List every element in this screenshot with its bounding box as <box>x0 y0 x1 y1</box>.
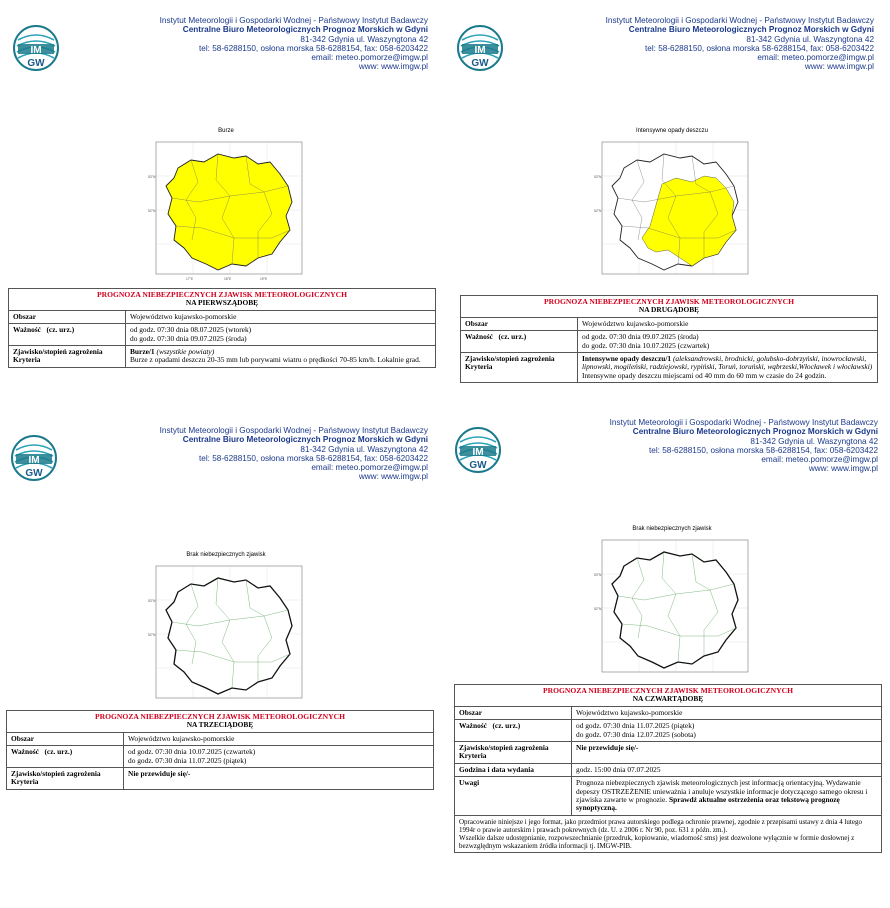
area-label: Obszar <box>461 317 578 330</box>
imgw-logo-icon <box>10 432 58 488</box>
area-value: Województwo kujawsko-pomorskie <box>126 310 436 323</box>
warning-map <box>592 526 752 686</box>
svg-text:IM: IM <box>472 447 484 458</box>
validity-value: od godz. 07:30 dnia 10.07.2025 (czwartek) do godz. 07:30 dnia 11.07.2025 (piątek) <box>124 746 434 768</box>
forecast-title: PROGNOZA NIEBEZPIECZNYCH ZJAWISK METEOROLOGICZNYCH <box>97 290 347 299</box>
phenomenon-label: Zjawisko/stopień zagrożenia Kryteria <box>9 346 126 368</box>
phone: tel: 58-6288150, osłona morska 58-6288154, fax: 058-6203422 <box>649 445 878 455</box>
institute-header <box>6 420 436 500</box>
forecast-panel-day2 <box>452 10 882 395</box>
email-link[interactable]: email: meteo.pomorze@imgw.pl <box>757 53 874 63</box>
forecast-table <box>8 288 436 368</box>
institute-header <box>450 412 886 492</box>
map-title: Burze <box>218 128 234 134</box>
phone: tel: 58-6288150, osłona morska 58-6288154, fax: 058-6203422 <box>645 43 874 53</box>
region-map <box>592 140 752 286</box>
validity-value: od godz. 07:30 dnia 11.07.2025 (piątek) do godz. 07:30 dnia 12.07.2025 (sobota) <box>572 720 882 742</box>
address: 81-342 Gdynia ul. Waszyngtona 42 <box>750 436 878 446</box>
phenomenon-value: Nie przewiduje się/- <box>572 742 882 764</box>
email-link[interactable]: email: meteo.pomorze@imgw.pl <box>311 53 428 63</box>
forecast-title: PROGNOZA NIEBEZPIECZNYCH ZJAWISK METEOROLOGICZNYCH <box>543 686 793 695</box>
region-map <box>146 564 306 710</box>
www-link[interactable]: www: www.imgw.pl <box>358 472 428 482</box>
validity-label: Ważność (cz. urz.) <box>7 746 124 768</box>
email-link[interactable]: email: meteo.pomorze@imgw.pl <box>761 455 878 465</box>
phenomenon-label: Zjawisko/stopień zagrożenia Kryteria <box>455 742 572 764</box>
address: 81-342 Gdynia ul. Waszyngtona 42 <box>300 34 428 44</box>
region-map <box>592 538 752 684</box>
table-header <box>455 685 882 707</box>
table-header <box>7 711 434 733</box>
area-value: Województwo kujawsko-pomorskie <box>578 317 878 330</box>
forecast-title: PROGNOZA NIEBEZPIECZNYCH ZJAWISK METEOROLOGICZNYCH <box>544 297 794 306</box>
phenomenon-value: Burze/1 (wszystkie powiaty) Burze z opadami deszczu 20-35 mm lub porywami wiatru o prędkości 70-85 km/h. Lokalnie grad. <box>126 346 436 368</box>
svg-text:18°E: 18°E <box>224 277 232 281</box>
institute-header <box>452 10 882 90</box>
forecast-table <box>454 684 882 853</box>
svg-text:17°E: 17°E <box>186 277 194 281</box>
svg-text:IM: IM <box>28 455 40 466</box>
area-label: Obszar <box>455 706 572 719</box>
map-title: Brak niebezpiecznych zjawisk <box>632 526 712 532</box>
bureau-name: Centralne Biuro Meteorologicznych Prognoz Morskich w Gdyni <box>632 427 878 437</box>
validity-value: od godz. 07:30 dnia 09.07.2025 (środa) do godz. 07:30 dnia 10.07.2025 (czwartek) <box>578 331 878 353</box>
phenomenon-label: Zjawisko/stopień zagrożenia Kryteria <box>461 353 578 383</box>
svg-text:53°N: 53°N <box>594 573 602 577</box>
notes-label: Uwagi <box>455 777 572 816</box>
www-link[interactable]: www: www.imgw.pl <box>808 464 878 474</box>
forecast-title: PROGNOZA NIEBEZPIECZNYCH ZJAWISK METEOROLOGICZNYCH <box>95 712 345 721</box>
svg-text:53°N: 53°N <box>594 175 602 179</box>
area-value: Województwo kujawsko-pomorskie <box>124 732 434 745</box>
www-link[interactable]: www: www.imgw.pl <box>804 62 874 72</box>
forecast-panel-day3 <box>6 412 436 812</box>
svg-text:GW: GW <box>27 58 45 69</box>
address: 81-342 Gdynia ul. Waszyngtona 42 <box>746 34 874 44</box>
phenomenon-label: Zjawisko/stopień zagrożenia Kryteria <box>7 768 124 790</box>
email-link[interactable]: email: meteo.pomorze@imgw.pl <box>311 463 428 473</box>
svg-text:52°N: 52°N <box>148 209 156 213</box>
region-map <box>146 140 306 286</box>
table-header <box>9 289 436 311</box>
area-label: Obszar <box>7 732 124 745</box>
imgw-logo-icon <box>456 22 504 78</box>
svg-text:52°N: 52°N <box>594 209 602 213</box>
day-subtitle: NA DRUGĄDOBĘ <box>638 305 700 315</box>
forecast-table <box>6 710 434 790</box>
imgw-logo-icon <box>454 424 502 480</box>
copyright-note: Opracowanie niniejsze i jego format, jako przedmiot prawa autorskiego podlega ochronie prawnej, zgodnie z przepisami ustawy z dnia 4 lutego 1994r o prawie autorskim i prawach pokrewnych (dz. U. z 2006 r. Nr 90, poz. 631 z późn. zm.). Wszelkie dalsze udostępnianie, rozpowszechnianie (przedruk, kopiowanie, wiadomość sms) jest dozwolone wyłącznie w formie dosłownej z bezwzględnym wskazaniem źródła informacji tj. IMGW-PIB. <box>455 815 882 852</box>
svg-text:53°N: 53°N <box>148 175 156 179</box>
institute-name: Instytut Meteorologii i Gospodarki Wodnej - Państwowy Instytut Badawczy <box>609 418 878 427</box>
svg-text:52°N: 52°N <box>148 633 156 637</box>
institute-name: Instytut Meteorologii i Gospodarki Wodnej - Państwowy Instytut Badawczy <box>159 426 428 435</box>
warning-map <box>146 552 306 712</box>
svg-text:IM: IM <box>474 45 486 56</box>
forecast-table <box>460 295 878 383</box>
imgw-logo-icon <box>12 22 60 78</box>
issue-label: Godzina i data wydania <box>455 763 572 776</box>
svg-text:19°E: 19°E <box>260 277 268 281</box>
warning-map <box>592 128 752 288</box>
svg-text:52°N: 52°N <box>594 607 602 611</box>
institute-name: Instytut Meteorologii i Gospodarki Wodnej - Państwowy Instytut Badawczy <box>159 16 428 25</box>
institute-name: Instytut Meteorologii i Gospodarki Wodnej - Państwowy Instytut Badawczy <box>605 16 874 25</box>
phone: tel: 58-6288150, osłona morska 58-6288154, fax: 058-6203422 <box>199 43 428 53</box>
svg-text:53°N: 53°N <box>148 599 156 603</box>
table-header <box>461 296 878 318</box>
phenomenon-value: Intensywne opady deszczu/1 (aleksandrowski, brodnicki, golubsko-dobrzyński, inowrocławski, lipnowski, mogileński, radziejowski, rypiński, Toruń, toruński, wąbrzeski,Włocławek i włocławski) Intensywne opady deszczu miejscami od 40 mm do 60 mm w czasie do 24 godzin. <box>578 353 878 383</box>
map-title: Brak niebezpiecznych zjawisk <box>186 552 266 558</box>
map-title: Intensywne opady deszczu <box>635 128 709 134</box>
day-subtitle: NA CZWARTĄDOBĘ <box>632 694 704 704</box>
warning-map <box>146 128 306 288</box>
day-subtitle: NA PIERWSZĄDOBĘ <box>185 298 259 308</box>
area-label: Obszar <box>9 310 126 323</box>
svg-text:IM: IM <box>30 45 42 56</box>
svg-text:GW: GW <box>471 58 489 69</box>
day-subtitle: NA TRZECIĄDOBĘ <box>186 720 254 730</box>
validity-label: Ważność (cz. urz.) <box>455 720 572 742</box>
validity-value: od godz. 07:30 dnia 08.07.2025 (wtorek) do godz. 07:30 dnia 09.07.2025 (środa) <box>126 324 436 346</box>
bureau-name: Centralne Biuro Meteorologicznych Prognoz Morskich w Gdyni <box>628 25 874 35</box>
issue-value: godz. 15:00 dnia 07.07.2025 <box>572 763 882 776</box>
www-link[interactable]: www: www.imgw.pl <box>358 62 428 72</box>
institute-header <box>8 10 436 90</box>
phone: tel: 58-6288150, osłona morska 58-6288154, fax: 058-6203422 <box>199 453 428 463</box>
phenomenon-value: Nie przewiduje się/- <box>124 768 434 790</box>
svg-text:GW: GW <box>25 468 43 479</box>
bureau-name: Centralne Biuro Meteorologicznych Prognoz Morskich w Gdyni <box>182 435 428 445</box>
validity-label: Ważność (cz. urz.) <box>9 324 126 346</box>
notes-value: Prognoza niebezpiecznych zjawisk meteorologicznych jest informacją orientacyjną. Wydawanie depeszy OSTRZEŻENIE unieważnia i anuluje wszystkie informacje dotyczącego samego okresu i zjawiska zawarte w prognozie. Sprawdź aktualne ostrzeżenia oraz tekstową prognozę synoptyczną. <box>572 777 882 816</box>
bureau-name: Centralne Biuro Meteorologicznych Prognoz Morskich w Gdyni <box>182 25 428 35</box>
address: 81-342 Gdynia ul. Waszyngtona 42 <box>300 444 428 454</box>
forecast-panel-day4 <box>450 412 886 902</box>
svg-text:GW: GW <box>469 460 487 471</box>
area-value: Województwo kujawsko-pomorskie <box>572 706 882 719</box>
validity-label: Ważność (cz. urz.) <box>461 331 578 353</box>
forecast-panel-day1 <box>8 10 436 395</box>
